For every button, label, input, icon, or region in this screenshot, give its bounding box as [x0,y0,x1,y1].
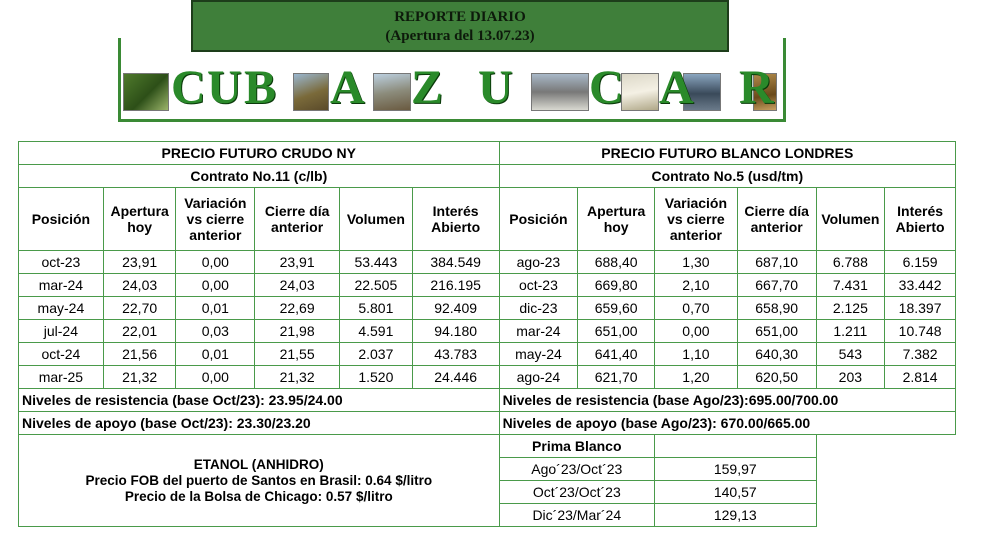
table-row [19,366,956,389]
table-cell: may-24 [499,343,578,366]
table-cell: ago-24 [499,366,578,389]
blanco-subtitle: Contrato No.5 (usd/tm) [499,165,955,188]
table-cell: 687,10 [737,251,816,274]
table-cell: 24,03 [255,274,340,297]
crudo-col-cierre: Cierre día anterior [255,188,340,251]
logo-letter-u: U [207,61,243,114]
table-cell: mar-24 [19,274,104,297]
table-cell: 18.397 [885,297,956,320]
table-cell: 203 [816,366,885,389]
table-cell: 21,56 [103,343,176,366]
table-cell: 23,91 [255,251,340,274]
table-cell: 667,70 [737,274,816,297]
table-cell: 2.037 [340,343,413,366]
table-cell: 688,40 [578,251,655,274]
table-cell: 1.520 [340,366,413,389]
table-cell: 53.443 [340,251,413,274]
table-cell: 658,90 [737,297,816,320]
banner-title: REPORTE DIARIO [394,9,526,25]
prima-value: 129,13 [655,504,817,527]
futures-table [18,141,956,527]
logo-photo-sugar [621,73,659,111]
table-cell: 1.211 [816,320,885,343]
etanol-title: ETANOL (ANHIDRO) [193,456,324,472]
logo-photo-canefield [123,73,169,111]
table-cell: 22,70 [103,297,176,320]
table-cell: ago-23 [499,251,578,274]
table-cell: oct-23 [19,251,104,274]
table-cell: 0,00 [655,320,738,343]
table-cell: 33.442 [885,274,956,297]
logo-letter-a: A [330,61,366,114]
table-cell: dic-23 [499,297,578,320]
table-cell: 0,00 [176,251,255,274]
logo-letter-c2: C [589,61,625,114]
table-cell: 21,32 [103,366,176,389]
etanol-santos: Precio FOB del puerto de Santos en Brasil: 0.64 $/litro [85,472,433,488]
prima-value: 159,97 [655,458,817,481]
etanol-chicago: Precio de la Bolsa de Chicago: 0.57 $/litro [124,488,393,504]
blank-area [816,435,955,527]
table-row [19,320,956,343]
table-cell: 21,55 [255,343,340,366]
logo-photo-harvest [293,73,329,111]
prima-empty [655,435,817,458]
table-cell: 22.505 [340,274,413,297]
table-cell: 22,69 [255,297,340,320]
prima-period: Oct´23/Oct´23 [499,481,654,504]
prima-period: Dic´23/Mar´24 [499,504,654,527]
table-row [19,251,956,274]
table-cell: 621,70 [578,366,655,389]
table-row [19,274,956,297]
table-cell: 543 [816,343,885,366]
table-cell: jul-24 [19,320,104,343]
table-cell: may-24 [19,297,104,320]
crudo-col-interes: Interés Abierto [412,188,499,251]
blanco-col-apertura: Apertura hoy [578,188,655,251]
table-cell: 659,60 [578,297,655,320]
prima-label: Prima Blanco [499,435,654,458]
prima-value: 140,57 [655,481,817,504]
table-cell: 1,20 [655,366,738,389]
blanco-resistencia: Niveles de resistencia (base Ago/23):695.00/700.00 [499,389,955,412]
crudo-col-apertura: Apertura hoy [103,188,176,251]
table-cell: 7.431 [816,274,885,297]
table-cell: 2,10 [655,274,738,297]
table-cell: 384.549 [412,251,499,274]
table-cell: 7.382 [885,343,956,366]
table-cell: 10.748 [885,320,956,343]
table-cell: 24.446 [412,366,499,389]
table-cell: 21,32 [255,366,340,389]
banner-date: (Apertura del 13.07.23) [385,28,535,44]
table-cell: 0,00 [176,366,255,389]
logo-photo-mill [373,73,411,111]
cubazucar-logo [118,38,786,122]
table-cell: 92.409 [412,297,499,320]
table-cell: 1,30 [655,251,738,274]
logo-letter-z: Z [411,61,445,114]
table-cell: 669,80 [578,274,655,297]
table-cell: 2.125 [816,297,885,320]
table-cell: mar-25 [19,366,104,389]
table-cell: 1,10 [655,343,738,366]
table-cell: 0,70 [655,297,738,320]
table-row [19,297,956,320]
logo-letter-a2: A [659,61,695,114]
table-cell: 0,03 [176,320,255,343]
table-cell: 0,01 [176,297,255,320]
crudo-col-variacion: Variación vs cierre anterior [176,188,255,251]
table-cell: mar-24 [499,320,578,343]
table-cell: oct-23 [499,274,578,297]
table-row [19,343,956,366]
table-cell: 651,00 [737,320,816,343]
table-cell: 2.814 [885,366,956,389]
table-cell: 4.591 [340,320,413,343]
prima-period: Ago´23/Oct´23 [499,458,654,481]
table-cell: 0,01 [176,343,255,366]
crudo-subtitle: Contrato No.11 (c/lb) [19,165,500,188]
logo-photo-industry [531,73,589,111]
crudo-col-posicion: Posición [19,188,104,251]
logo-letter-c: C [171,61,207,114]
table-cell: oct-24 [19,343,104,366]
table-cell: 641,40 [578,343,655,366]
crudo-apoyo: Niveles de apoyo (base Oct/23): 23.30/23.20 [19,412,500,435]
table-cell: 6.159 [885,251,956,274]
table-cell: 651,00 [578,320,655,343]
table-cell: 21,98 [255,320,340,343]
logo-letter-r: R [739,61,775,114]
logo-letter-b: B [244,61,278,114]
blanco-col-variacion: Variación vs cierre anterior [655,188,738,251]
blanco-apoyo: Niveles de apoyo (base Ago/23): 670.00/665.00 [499,412,955,435]
logo-strip [121,61,783,117]
table-cell: 23,91 [103,251,176,274]
table-cell: 94.180 [412,320,499,343]
crudo-resistencia: Niveles de resistencia (base Oct/23): 23.95/24.00 [19,389,500,412]
crudo-col-volumen: Volumen [340,188,413,251]
crudo-title: PRECIO FUTURO CRUDO NY [19,142,500,165]
table-cell: 620,50 [737,366,816,389]
blanco-col-posicion: Posición [499,188,578,251]
table-cell: 640,30 [737,343,816,366]
table-cell: 24,03 [103,274,176,297]
blanco-col-cierre: Cierre día anterior [737,188,816,251]
table-cell: 5.801 [340,297,413,320]
table-cell: 43.783 [412,343,499,366]
blanco-col-volumen: Volumen [816,188,885,251]
table-cell: 0,00 [176,274,255,297]
table-cell: 6.788 [816,251,885,274]
blanco-title: PRECIO FUTURO BLANCO LONDRES [499,142,955,165]
blanco-col-interes: Interés Abierto [885,188,956,251]
etanol-box [19,435,500,527]
logo-letter-u2: U [478,61,514,114]
table-cell: 22,01 [103,320,176,343]
table-cell: 216.195 [412,274,499,297]
